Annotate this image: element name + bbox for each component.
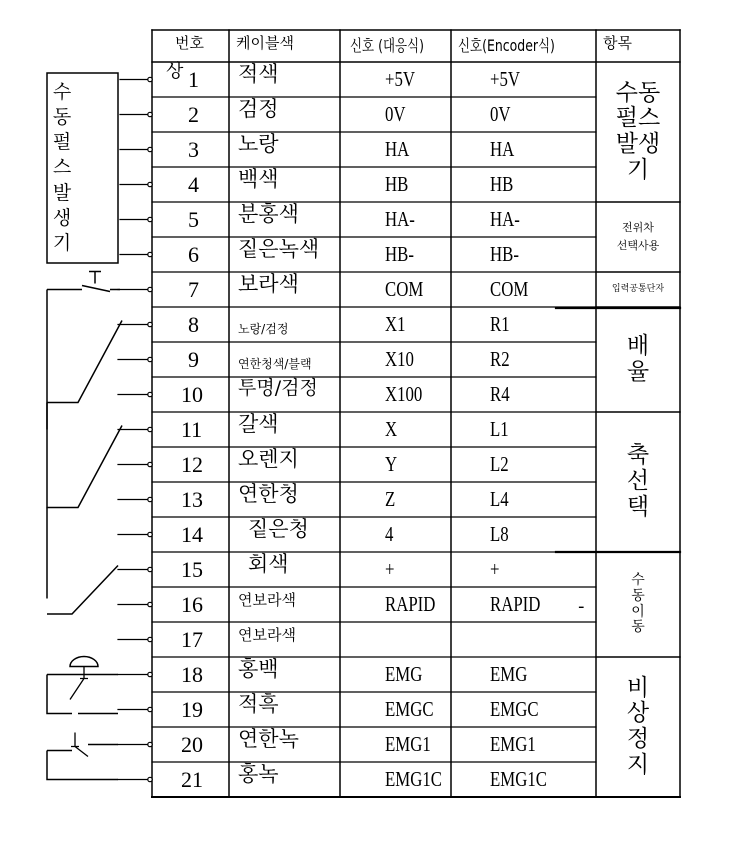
terminal-point xyxy=(148,672,152,676)
header-cable-color: 케이블색 xyxy=(236,34,294,52)
cable-color: 짙은청 xyxy=(248,517,309,541)
cable-color: 연한녹 xyxy=(238,727,299,751)
terminal-point xyxy=(148,602,152,606)
signal-value-b: HA xyxy=(490,137,515,161)
selector-switch-magnification xyxy=(47,321,122,403)
phase-mark: 상 xyxy=(166,61,184,82)
terminal-point xyxy=(148,742,152,746)
signal-value-a: HA xyxy=(385,137,410,161)
signal-value-b: + xyxy=(490,557,500,581)
row-number: 21 xyxy=(181,767,203,792)
terminal-point xyxy=(148,182,152,186)
signal-value-a: EMG1C xyxy=(385,767,442,791)
cable-color: 연보라색 xyxy=(238,591,296,609)
cable-color: 분홍색 xyxy=(238,202,299,226)
terminal-point xyxy=(148,637,152,641)
terminal-point xyxy=(148,392,152,396)
terminal-point xyxy=(148,777,152,781)
signal-value-a: X10 xyxy=(385,347,414,371)
header-signal-type-a: 신호 (대응식) xyxy=(350,36,424,55)
row-number: 20 xyxy=(181,732,203,757)
signal-value-a: RAPID xyxy=(385,592,436,616)
row-number: 1 xyxy=(188,67,199,92)
signal-value-b: HB xyxy=(490,172,514,196)
emergency-stop-button xyxy=(70,657,98,667)
signal-value-a: EMG xyxy=(385,662,423,686)
row-number: 17 xyxy=(181,627,203,652)
cable-color: 적흑 xyxy=(238,692,279,716)
group-magnification: 배 율 xyxy=(626,332,650,385)
signal-value-b: R1 xyxy=(490,312,510,336)
signal-value-b: R4 xyxy=(490,382,510,406)
cable-color: 적색 xyxy=(238,62,279,86)
signal-value-a: EMG1 xyxy=(385,732,431,756)
signal-value-a: 0V xyxy=(385,102,406,126)
row-number: 19 xyxy=(181,697,203,722)
signal-value-a: HA- xyxy=(385,207,415,231)
signal-value-b: L2 xyxy=(490,452,509,476)
signal-value-a: +5V xyxy=(385,67,416,91)
cable-color: 보라색 xyxy=(238,272,299,296)
signal-value-b: RAPID xyxy=(490,592,541,616)
terminal-point xyxy=(148,497,152,501)
group-emergency-stop: 비 상 정 지 xyxy=(626,674,650,778)
group-position-select: 전위차 선택사용 xyxy=(616,221,660,252)
selector-switch-axis xyxy=(47,403,122,508)
terminal-point xyxy=(148,462,152,466)
cable-color: 오렌지 xyxy=(238,447,299,471)
terminal-point xyxy=(148,287,152,291)
cable-color: 갈색 xyxy=(238,412,279,436)
estop-contact-2 xyxy=(71,733,88,757)
row-number: 12 xyxy=(181,452,203,477)
signal-value-b: L4 xyxy=(490,487,509,511)
cable-color: 홍백 xyxy=(238,657,279,681)
signal-value-b: EMG1 xyxy=(490,732,536,756)
row-number: 7 xyxy=(188,277,199,302)
signal-value-a: X1 xyxy=(385,312,406,336)
cable-color: 검정 xyxy=(238,97,279,121)
signal-value-b: L1 xyxy=(490,417,509,441)
signal-value-b: +5V xyxy=(490,67,521,91)
signal-value-a: 4 xyxy=(385,522,394,546)
row-number: 10 xyxy=(181,382,203,407)
signal-value-b: R2 xyxy=(490,347,510,371)
terminal-point xyxy=(148,567,152,571)
signal-value-a: EMGC xyxy=(385,697,434,721)
terminal-point xyxy=(148,357,152,361)
row-number: 15 xyxy=(181,557,203,582)
terminal-point xyxy=(148,112,152,116)
signal-value-b: EMGC xyxy=(490,697,539,721)
signal-value-b: EMG1C xyxy=(490,767,547,791)
row-number: 11 xyxy=(181,417,203,442)
row-number: 8 xyxy=(188,312,199,337)
signal-value-a: HB- xyxy=(385,242,414,266)
signal-value-a: X100 xyxy=(385,382,423,406)
cable-color: 짙은녹색 xyxy=(238,237,320,261)
cable-color: 회색 xyxy=(248,552,289,576)
row-number: 6 xyxy=(188,242,199,267)
group-axis-select: 축 선 택 xyxy=(626,442,650,520)
row-number: 16 xyxy=(181,592,203,617)
terminal-point xyxy=(148,217,152,221)
header-no: 번호 xyxy=(175,34,204,52)
signal-value-a: COM xyxy=(385,277,424,301)
row-number: 5 xyxy=(188,207,199,232)
cable-color: 노랑 xyxy=(238,132,279,156)
terminal-point xyxy=(148,77,152,81)
terminal-point xyxy=(148,147,152,151)
cable-color: 홍녹 xyxy=(238,762,279,786)
group-input-common: 입력공통단자 xyxy=(611,284,665,295)
terminal-point xyxy=(148,252,152,256)
push-switch xyxy=(47,272,120,292)
terminal-point xyxy=(148,532,152,536)
row-number: 4 xyxy=(188,172,199,197)
cable-color: 투명/검정 xyxy=(238,377,318,399)
signal-value-a: Z xyxy=(385,487,396,511)
signal-value-b: HB- xyxy=(490,242,519,266)
mpg-device-label: 수 동 펄 스 발 생 기 xyxy=(52,81,72,254)
cable-color: 연한청 xyxy=(238,482,299,506)
row-number: 13 xyxy=(181,487,203,512)
cable-color: 백색 xyxy=(238,167,279,191)
signal-value-a: HB xyxy=(385,172,409,196)
terminal-point xyxy=(148,427,152,431)
signal-value-a: Y xyxy=(385,452,398,476)
header-signal-encoder: 신호(Encoder식) xyxy=(458,36,555,55)
header-item: 항목 xyxy=(603,34,632,52)
signal-value-a: + xyxy=(385,557,395,581)
terminal-point xyxy=(148,707,152,711)
cable-color: 연한청색/블랙 xyxy=(238,357,312,371)
estop-wiring-2 xyxy=(47,745,118,780)
cable-color: 노랑/검정 xyxy=(238,322,289,336)
signal-value-b: HA- xyxy=(490,207,520,231)
signal-value-b: 0V xyxy=(490,102,511,126)
row-number: 2 xyxy=(188,102,199,127)
estop-contact xyxy=(70,667,88,700)
signal-value-b: L8 xyxy=(490,522,509,546)
signal-value-b: EMG xyxy=(490,662,528,686)
group-mpg: 수동 펄스 발생 기 xyxy=(615,79,661,183)
signal-value-a: X xyxy=(385,417,398,441)
row-number: 9 xyxy=(188,347,199,372)
row-number: 18 xyxy=(181,662,203,687)
rapid-switch xyxy=(47,566,118,615)
row-number: 3 xyxy=(188,137,199,162)
dash-mark: - xyxy=(578,596,585,617)
cable-color: 연보라색 xyxy=(238,626,296,644)
terminal-point xyxy=(148,322,152,326)
group-manual-move: 수 동 이 동 xyxy=(631,572,645,636)
row-number: 14 xyxy=(181,522,203,547)
signal-value-b: COM xyxy=(490,277,529,301)
